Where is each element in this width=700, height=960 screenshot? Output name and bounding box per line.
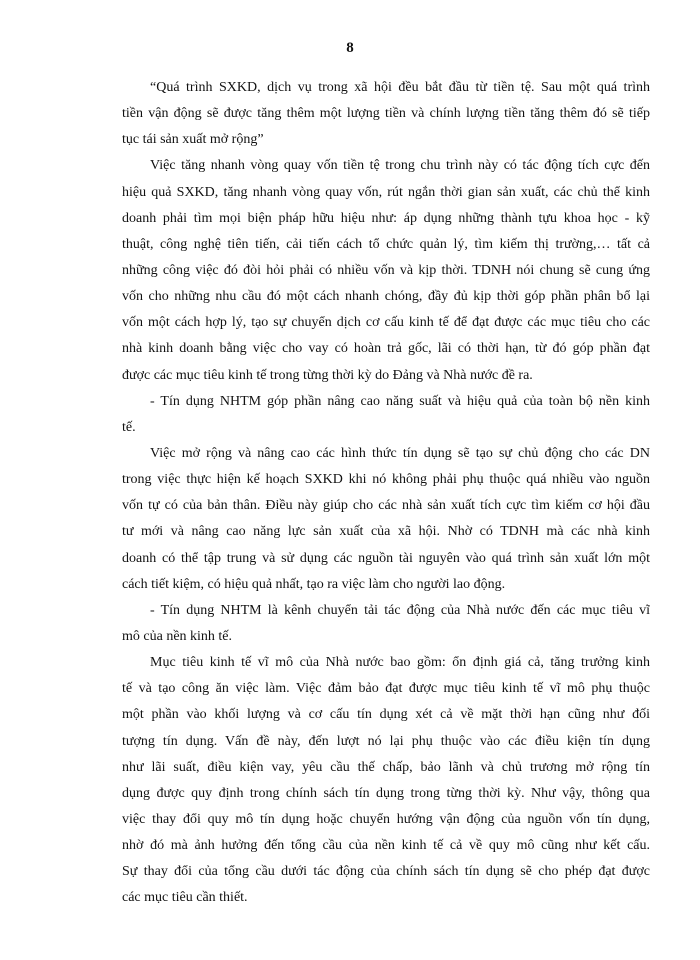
text-line: “Quá trình SXKD, dịch vụ trong xã hội đều bắt đầu từ tiền tệ. Sau một quá trình (150, 80, 650, 95)
page-number: 8 (346, 40, 354, 56)
text-line: tiền vận động sẽ được tăng thêm một lượng tiền và chính lượng tiền tăng thêm đó sẽ tiếp (122, 106, 650, 122)
text-line: việc thay đổi quy mô tín dụng hoặc chuyển hướng vận động của nguồn vốn tín dụng, (122, 811, 650, 827)
text-line: các mục tiêu cần thiết. (122, 890, 248, 906)
text-line: cách tiết kiệm, có hiệu quả nhất, tạo ra việc làm cho người lao động. (122, 576, 506, 592)
text-line: tư mới và nâng cao năng lực sản xuất của xã hội. Nhờ có TDNH mà các nhà kinh (122, 524, 650, 540)
text-line: vốn một cách hợp lý, tạo sự chuyển dịch cơ cấu kinh tế để đạt được các mục tiêu cho các (122, 315, 650, 331)
text-line: doanh có thể tập trung và sử dụng các nguồn tài nguyên vào quá trình sản xuất lớn một (122, 550, 650, 566)
body-text (122, 75, 650, 912)
text-line: Sự thay đổi của tổng cầu dưới tác động của chính sách tín dụng sẽ cho phép đạt được (122, 864, 650, 880)
text-line: - Tín dụng NHTM là kênh chuyển tải tác động của Nhà nước đến các mục tiêu vĩ (150, 602, 650, 618)
text-line: tượng tín dụng. Vấn đề này, đến lượt nó lại phụ thuộc vào các điều kiện tín dụng (122, 733, 650, 749)
text-line: Mục tiêu kinh tế vĩ mô của Nhà nước bao gồm: ổn định giá cả, tăng trưởng kinh (150, 655, 650, 671)
text-line: như lãi suất, điều kiện vay, yêu cầu thế chấp, bảo lãnh và chủ trương mở rộng tín (122, 759, 650, 775)
text-line: một phần vào khối lượng và cơ cấu tín dụng xét cả về mặt thời hạn cũng như đối (122, 707, 650, 723)
text-line: mô của nền kinh tế. (122, 628, 233, 644)
text-line: vốn cho những nhu cầu đó một cách nhanh chóng, đầy đủ kịp thời góp phần phân bổ lại (122, 289, 650, 305)
text-line: tế và tạo công ăn việc làm. Việc đảm bảo đạt được mục tiêu kinh tế vĩ mô phụ thuộc (122, 681, 650, 697)
text-line: dụng được quy định trong chính sách tín dụng trong từng thời kỳ. Như vậy, thông qua (122, 785, 650, 801)
text-line: tế. (122, 419, 136, 435)
text-line: Việc tăng nhanh vòng quay vốn tiền tệ trong chu trình này có tác động tích cực đến (150, 158, 650, 174)
text-line: những công việc đó đòi hỏi phải có nhiều vốn và kịp thời. TDNH nói chung sẽ cung ứng (122, 262, 650, 278)
text-line: Việc mở rộng và nâng cao các hình thức tín dụng sẽ tạo sự chủ động cho các DN (150, 445, 650, 461)
text-line: thuật, công nghệ tiên tiến, cải tiến cách tổ chức quản lý, tìm kiếm thị trường,… tất cả (122, 236, 650, 252)
text-line: doanh phải tìm mọi biện pháp hữu hiệu như: áp dụng những thành tựu khoa học - kỹ (122, 210, 650, 226)
text-line: trong việc thực hiện kế hoạch SXKD khi nó không phải phụ thuộc quá nhiều vào nguồn (122, 472, 650, 488)
text-line: được các mục tiêu kinh tế trong từng thời kỳ do Đảng và Nhà nước đề ra. (122, 367, 533, 383)
text-line: tục tái sản xuất mở rộng” (122, 132, 264, 148)
text-line: vốn tự có của bản thân. Điều này giúp cho các nhà sản xuất tích cực tìm kiếm cơ hội đầu (122, 498, 650, 514)
text-line: hiệu quả SXKD, tăng nhanh vòng quay vốn, rút ngắn thời gian sản xuất, các chủ thể kinh (122, 184, 650, 200)
text-line: - Tín dụng NHTM góp phần nâng cao năng suất và hiệu quả của toàn bộ nền kinh (150, 393, 650, 409)
text-line: nhờ đó mà ảnh hưởng đến tổng cầu của nền kinh tế cả về quy mô cũng như kết cấu. (122, 838, 650, 854)
text-line: nhà kinh doanh bằng việc cho vay có hoàn trả gốc, lãi có thời hạn, từ đó góp phần đạt (122, 341, 650, 357)
